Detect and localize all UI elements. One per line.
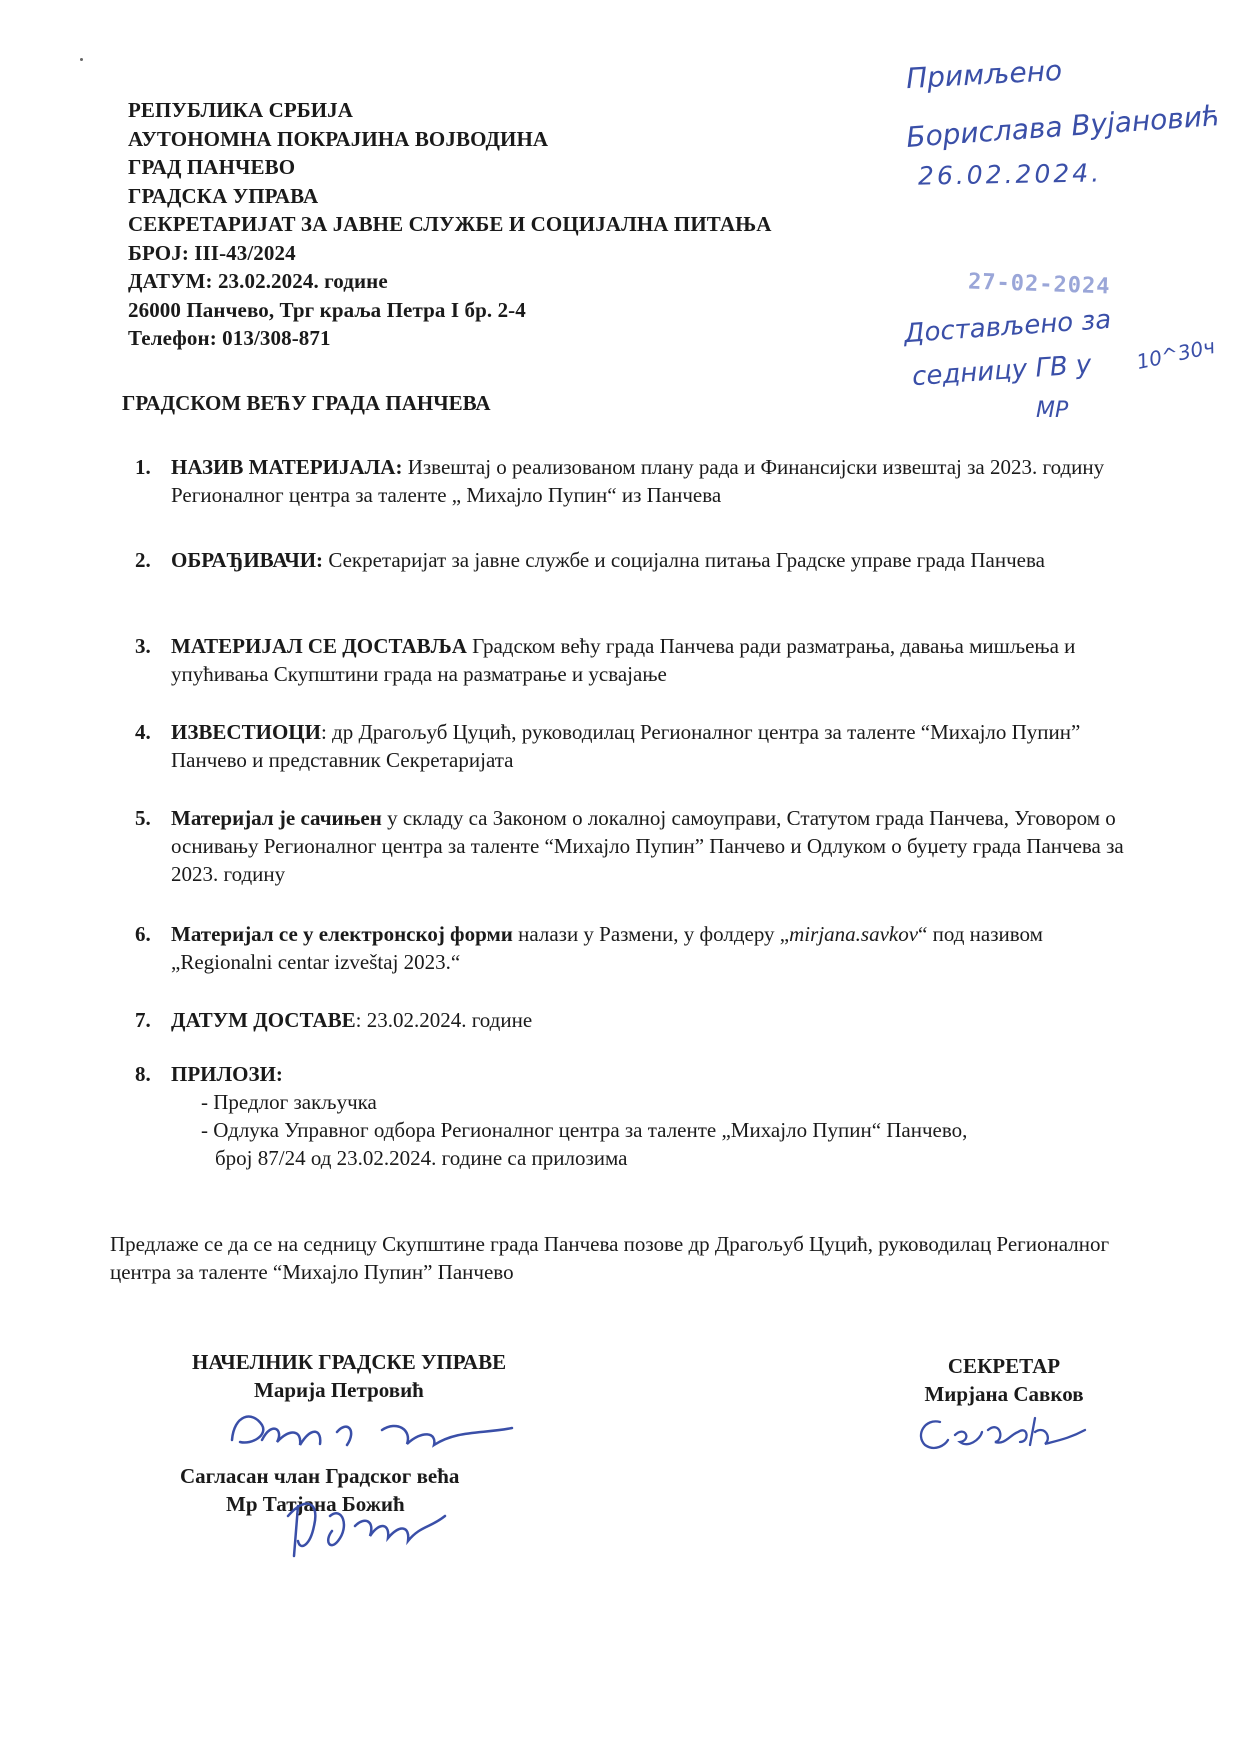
item-lead: НАЗИВ МАТЕРИЈАЛА: (171, 455, 403, 479)
item-text: “ под називом „Regionalni centar izveštaj 2023.“ (171, 922, 1043, 974)
header-line: БРОЈ: III-43/2024 (128, 240, 296, 265)
item-text: Градском већу града Панчева ради разматрања, давања мишљења и упућивања Скупштини града на разматрање и усвајање (171, 634, 1076, 686)
header-line: 26000 Панчево, Трг краља Петра I бр. 2-4 (128, 297, 526, 322)
item-lead: ПРИЛОЗИ: (171, 1062, 283, 1086)
header-line: ДАТУМ: 23.02.2024. године (128, 269, 388, 293)
folder-name: mirjana.savkov (789, 922, 919, 946)
signature-block-left (192, 1348, 506, 1404)
list-item (135, 632, 1135, 688)
signature-block-right (904, 1352, 1104, 1408)
attachment-item: - Предлог закључка (201, 1090, 377, 1114)
attachment-item-continued: број 87/24 од 23.02.2024. године са прилозима (215, 1146, 628, 1170)
signatory-name: Марија Петровић (254, 1378, 424, 1402)
item-text: : 23.02.2024. године (355, 1008, 533, 1032)
item-number: 7. (135, 1008, 151, 1032)
handwritten-received: Примљено (905, 53, 1063, 96)
list-item (135, 1060, 1135, 1172)
header-line: АУТОНОМНА ПОКРАЈИНА ВОЈВОДИНА (128, 126, 549, 151)
handwritten-delivered: Достављено за (903, 304, 1113, 350)
scan-speck (80, 58, 83, 61)
item-text: : др Драгољуб Цуцић, руководилац Регионалног центра за таленте “Михајло Пупин” Панчево и представник Секретаријата (171, 720, 1081, 772)
list-item (135, 546, 1135, 574)
item-lead: ОБРАЂИВАЧИ: (171, 548, 324, 572)
handwritten-signature-bozic (280, 1486, 460, 1566)
handwritten-received-date: 26.02.2024. (917, 158, 1103, 191)
item-lead: Материјал је сачињен (171, 806, 382, 830)
date-stamp: 27-02-2024 (967, 269, 1111, 300)
addressee: ГРАДСКОМ ВЕЋУ ГРАДА ПАНЧЕВА (122, 391, 491, 415)
item-number: 4. (135, 720, 151, 744)
signatory-title: НАЧЕЛНИК ГРАДСКЕ УПРАВЕ (192, 1350, 507, 1374)
item-number: 2. (135, 548, 151, 572)
attachment-item: - Одлука Управног одбора Регионалног центра за таленте „Михајло Пупин“ Панчево, (201, 1118, 968, 1142)
item-lead: МАТЕРИЈАЛ СЕ ДОСТАВЉА (171, 634, 467, 658)
item-lead: ИЗВЕСТИОЦИ (171, 720, 321, 744)
item-lead: ДАТУМ ДОСТАВЕ (171, 1008, 356, 1032)
item-number: 8. (135, 1062, 151, 1086)
header-line: ГРАД ПАНЧЕВО (128, 155, 296, 179)
item-text: Извештај о реализованом плану рада и Финансијски извештај за 2023. годину Регионалног центра за таленте „ Михајло Пупин“ из Панчева (171, 455, 1105, 507)
list-item (135, 453, 1135, 509)
handwritten-delivered-session: седницу ГВ у (911, 349, 1093, 393)
item-number: 1. (135, 455, 151, 479)
list-item (135, 804, 1135, 888)
attachments-list (201, 1088, 1135, 1172)
signatory-name: Мр Татјана Божић (226, 1492, 405, 1516)
header-line: ГРАДСКА УПРАВА (128, 183, 319, 208)
handwritten-time: 10^30ч (1134, 333, 1218, 375)
list-item (135, 920, 1135, 976)
header-line: СЕКРЕТАРИЈАТ ЗА ЈАВНЕ СЛУЖБЕ И СОЦИЈАЛНА ПИТАЊА (128, 212, 772, 236)
signatory-name: Мирјана Савков (924, 1382, 1084, 1406)
item-text: Секретаријат за јавне службе и социјална питања Градске управе града Панчева (323, 548, 1045, 572)
proposal-paragraph: Предлаже се да се на седницу Скупштине града Панчева позове др Драгољуб Цуцић, руководилац Регионалног центра за таленте “Михајло Пупин” Панчево (110, 1232, 1110, 1284)
handwritten-receiver-name: Борислава Вујановић (905, 99, 1222, 154)
signatory-title: СЕКРЕТАР (947, 1354, 1061, 1378)
signatory-title: Сагласан члан Градског већа (180, 1464, 460, 1488)
item-number: 6. (135, 922, 151, 946)
letterhead (128, 96, 908, 353)
header-line: РЕПУБЛИКА СРБИЈА (128, 98, 354, 122)
handwritten-signature-petrovic (222, 1400, 522, 1470)
header-line: Телефон: 013/308-871 (128, 326, 331, 350)
item-lead: Материјал се у електронској форми (171, 922, 513, 946)
item-text: налази у Размени, у фолдеру „ (512, 922, 790, 946)
handwritten-initials: МР (1036, 398, 1069, 423)
list-item (135, 1006, 1135, 1034)
item-number: 3. (135, 634, 151, 658)
item-text: у складу са Законом о локалној самоуправи, Статутом града Панчева, Уговором о оснивању Регионалног центра за таленте “Михајло Пупин” Панчево и Одлуком о буџету града Панчева за 2023. годину (171, 806, 1124, 886)
item-number: 5. (135, 806, 151, 830)
list-item (135, 718, 1135, 774)
handwritten-signature-savkov (910, 1410, 1090, 1460)
